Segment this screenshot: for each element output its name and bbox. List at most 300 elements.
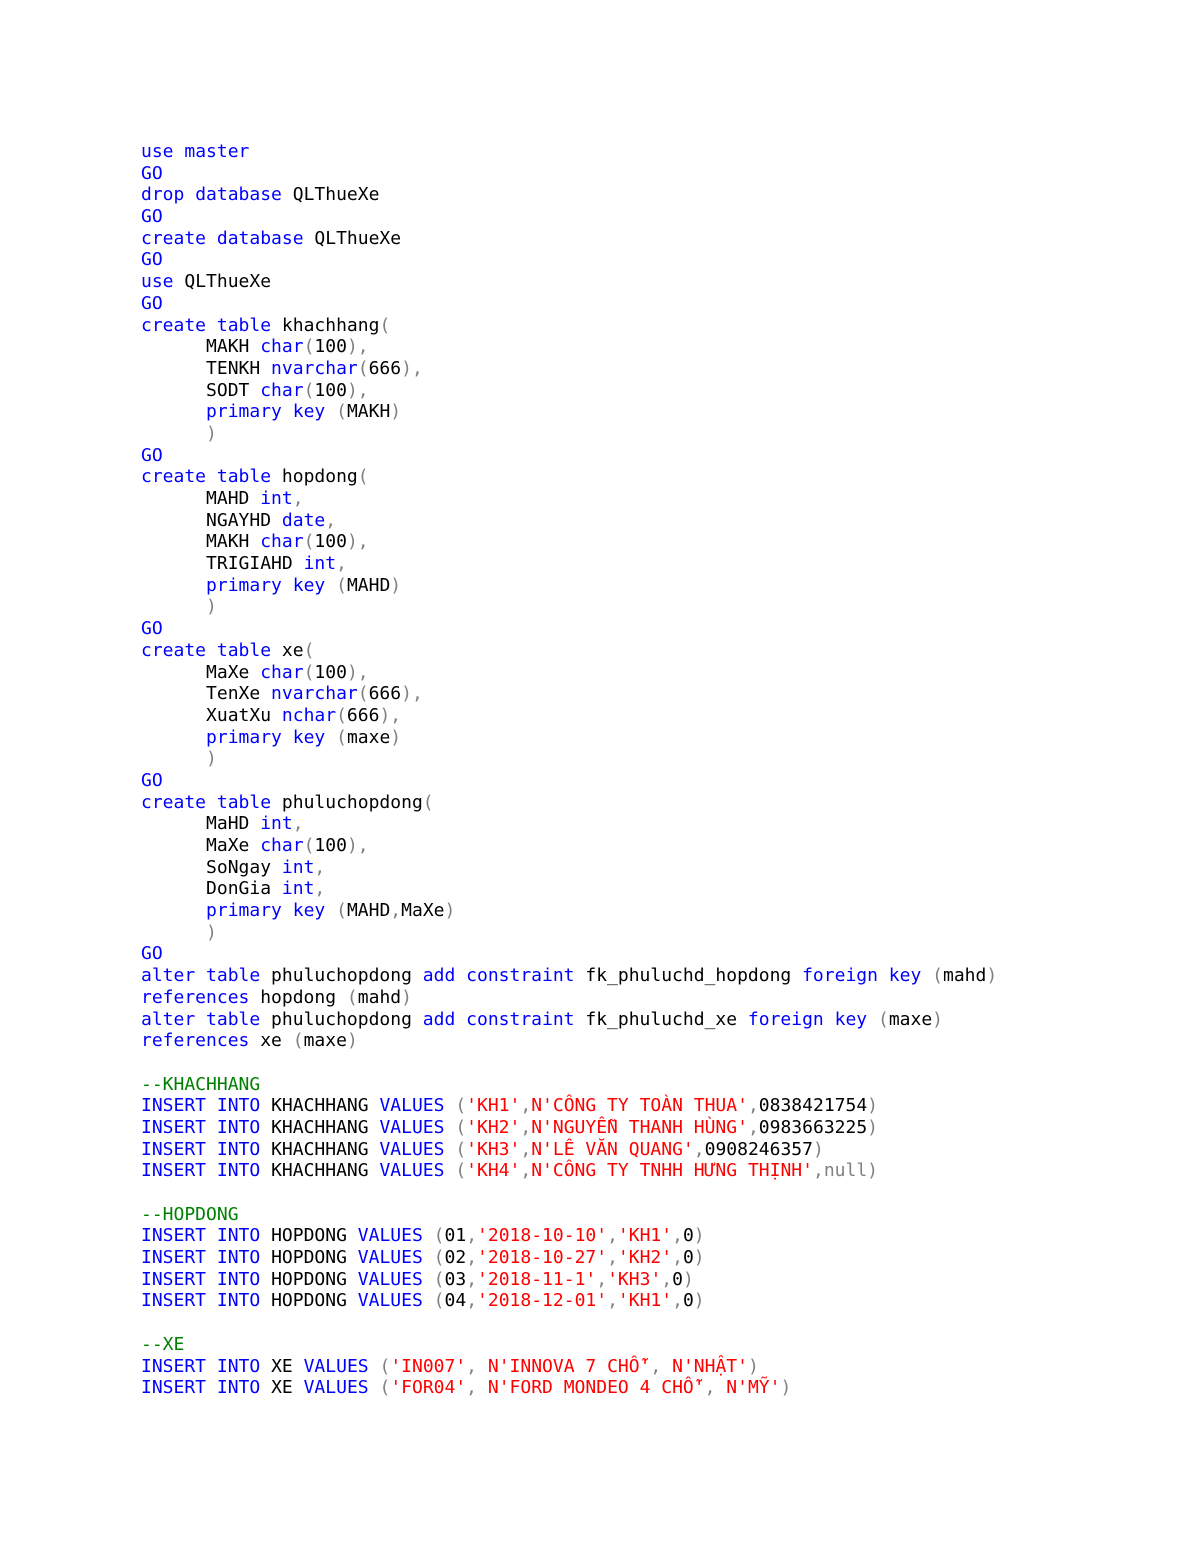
code-token-plain (369, 1356, 380, 1377)
code-token-str: N'CÔNG TY TOÀN THUA' (531, 1095, 748, 1117)
code-token-plain: 100 (314, 336, 347, 358)
code-token-kw: int (281, 878, 315, 900)
code-token-plain (206, 792, 217, 813)
code-token-plain (423, 1225, 434, 1246)
code-line (141, 1269, 1181, 1291)
code-token-str: 'KH2' (466, 1116, 521, 1138)
code-token-plain: MAHD (346, 900, 391, 922)
code-token-punct: , (314, 856, 326, 878)
code-token-kw: create (141, 639, 207, 661)
code-line (141, 206, 1181, 228)
code-token-plain: 0908246357 (704, 1138, 813, 1160)
code-token-plain (195, 1009, 206, 1030)
code-token-kw: VALUES (357, 1290, 423, 1312)
code-token-plain (878, 965, 889, 986)
code-token-plain (282, 900, 293, 921)
code-token-plain: KHACHHANG (260, 1160, 380, 1182)
code-line (141, 748, 1181, 770)
code-token-punct: ( (379, 1355, 391, 1377)
code-token-plain (423, 1247, 434, 1268)
code-token-kw: VALUES (379, 1116, 445, 1138)
code-line (141, 380, 1181, 402)
code-token-punct: ) (206, 921, 217, 943)
code-token-plain (369, 1377, 380, 1398)
code-token-kw: key (292, 900, 326, 922)
code-token-plain: MaXe (141, 835, 261, 856)
code-token-kw: INTO (216, 1268, 261, 1290)
code-token-kw: INSERT (141, 1225, 207, 1247)
code-line (141, 900, 1181, 922)
code-token-kw: INTO (216, 1290, 261, 1312)
code-token-punct: ( (379, 314, 391, 336)
code-line (141, 1225, 1181, 1247)
code-token-plain: xe (271, 639, 304, 661)
code-token-punct: ( (433, 1290, 445, 1312)
code-token-plain: MAKH (346, 401, 391, 423)
code-token-punct: ) (401, 986, 412, 1008)
code-token-plain (444, 1095, 455, 1116)
code-token-plain: QLThueXe (173, 271, 272, 293)
code-token-plain (206, 1139, 217, 1160)
code-line (141, 445, 1181, 467)
code-token-kw: char (260, 531, 304, 553)
code-token-kw: add (422, 965, 456, 987)
code-token-kw: INTO (216, 1377, 261, 1399)
code-token-punct: ) (390, 401, 402, 423)
code-token-punct: , (520, 1138, 532, 1160)
code-token-punct: ( (336, 574, 347, 596)
code-token-plain: 666 (368, 357, 402, 379)
code-token-plain: MaXe (141, 661, 261, 683)
code-token-punct: ) (867, 1116, 879, 1138)
code-token-punct: ( (455, 1116, 467, 1138)
code-token-str: N'MỸ' (726, 1377, 781, 1399)
code-token-plain: 01 (444, 1225, 467, 1247)
code-token-plain: maxe (888, 1008, 933, 1030)
code-line (141, 184, 1181, 206)
code-token-kw: create (141, 466, 207, 488)
code-line (141, 662, 1181, 684)
code-line (141, 141, 1181, 163)
code-line (141, 1009, 1181, 1031)
code-token-plain: maxe (303, 1030, 347, 1052)
code-token-kw: key (292, 574, 326, 596)
code-token-plain (206, 228, 217, 249)
code-token-kw: database (195, 184, 282, 206)
code-token-kw: GO (141, 769, 163, 791)
code-token-kw: foreign (747, 1008, 824, 1030)
code-token-kw: INTO (216, 1247, 261, 1269)
code-token-plain: 0 (672, 1268, 683, 1290)
code-token-plain (477, 1356, 488, 1377)
code-token-plain: MAHD (346, 574, 391, 596)
code-token-kw: INSERT (141, 1160, 207, 1182)
code-token-kw: alter (141, 1008, 196, 1030)
code-line (141, 1052, 1181, 1074)
code-token-punct: ( (877, 1008, 889, 1030)
code-token-punct: , (292, 488, 304, 509)
code-token-plain: khachhang (271, 314, 380, 336)
code-token-comment: --KHACHHANG (141, 1073, 261, 1095)
code-token-punct: , (650, 1355, 662, 1377)
code-token-punct: , (596, 1268, 608, 1290)
code-token-punct: , (812, 1160, 824, 1182)
code-token-plain (141, 900, 206, 921)
code-line (141, 987, 1181, 1009)
code-token-str: N'INNOVA 7 CHỖ' (487, 1355, 651, 1377)
code-token-punct: ( (455, 1138, 467, 1160)
code-line (141, 1182, 1181, 1204)
code-token-plain: hopdong (271, 466, 358, 488)
code-token-kw: create (141, 227, 207, 249)
code-token-kw: primary (206, 401, 282, 423)
code-token-punct: , (520, 1116, 532, 1138)
code-token-plain: KHACHHANG (260, 1116, 380, 1138)
code-line (141, 315, 1181, 337)
code-line (141, 965, 1181, 987)
code-token-kw: GO (141, 292, 163, 314)
code-token-kw: nvarchar (271, 683, 358, 705)
code-token-plain (423, 1269, 434, 1290)
code-token-plain: 0838421754 (758, 1095, 868, 1117)
code-line (141, 293, 1181, 315)
code-token-plain: 0983663225 (758, 1116, 868, 1138)
code-token-plain: MAKH (141, 531, 261, 553)
code-token-plain (477, 1377, 488, 1398)
code-token-kw: key (292, 401, 326, 423)
code-token-punct: ), (401, 683, 423, 705)
code-token-plain: mahd (357, 986, 402, 1008)
code-token-plain (325, 727, 336, 748)
code-token-punct: ), (346, 531, 369, 553)
code-token-plain (206, 1095, 217, 1116)
code-token-punct: ( (303, 379, 315, 401)
code-line (141, 596, 1181, 618)
code-token-plain (444, 1139, 455, 1160)
code-line (141, 228, 1181, 250)
code-token-kw: primary (206, 574, 282, 596)
code-line (141, 683, 1181, 705)
code-token-plain: 100 (314, 531, 347, 553)
code-token-plain (141, 401, 206, 422)
code-token-plain: TRIGIAHD (141, 553, 304, 575)
code-token-punct: , (314, 878, 326, 900)
code-token-punct: , (607, 1290, 618, 1312)
code-token-plain: 0 (682, 1290, 694, 1312)
code-token-kw: create (141, 314, 207, 336)
code-token-punct: ( (303, 639, 315, 661)
code-token-plain (455, 965, 466, 986)
code-token-punct: ( (433, 1247, 445, 1269)
code-token-kw: GO (141, 618, 163, 640)
code-line (141, 922, 1181, 944)
code-token-plain (867, 1009, 878, 1030)
code-token-plain (141, 423, 206, 444)
code-token-kw: table (216, 466, 272, 488)
code-token-punct: ) (747, 1355, 759, 1377)
code-token-plain (206, 1160, 217, 1181)
code-token-punct: ( (379, 1377, 391, 1399)
code-line (141, 575, 1181, 597)
code-token-str: 'IN007' (390, 1355, 467, 1377)
code-token-kw: INTO (216, 1138, 261, 1160)
code-line (141, 531, 1181, 553)
code-token-punct: , (466, 1377, 478, 1399)
code-token-plain (921, 965, 932, 986)
code-token-punct: ( (357, 683, 369, 705)
code-token-kw: table (216, 791, 272, 813)
code-token-plain (195, 965, 206, 986)
code-token-punct: ) (390, 574, 402, 596)
code-token-str: '2018-11-1' (477, 1268, 597, 1290)
code-token-kw: INTO (216, 1116, 261, 1138)
code-line (141, 1204, 1181, 1226)
code-token-plain (206, 466, 217, 487)
code-token-str: N'CÔNG TY TNHH HƯNG THỊNH' (531, 1160, 813, 1182)
code-token-plain (206, 1117, 217, 1138)
code-token-punct: ) (780, 1377, 792, 1399)
code-token-plain (206, 315, 217, 336)
code-token-plain (715, 1377, 726, 1398)
code-token-str: N'NHẬT' (672, 1355, 748, 1377)
code-token-punct: ( (292, 1030, 304, 1052)
code-token-str: N'NGUYỄN THANH HÙNG' (531, 1116, 748, 1138)
code-line (141, 1030, 1181, 1052)
code-token-punct: ) (693, 1290, 705, 1312)
code-token-comment: --HOPDONG (141, 1203, 239, 1225)
code-token-kw: foreign (802, 965, 878, 987)
code-token-punct: , (390, 900, 402, 922)
code-token-punct: , (607, 1225, 618, 1247)
code-line (141, 249, 1181, 271)
code-token-punct: ( (433, 1268, 445, 1290)
code-token-plain (206, 640, 217, 661)
code-token-kw: primary (206, 726, 282, 748)
code-token-punct: ) (932, 1008, 944, 1030)
code-token-plain: phuluchopdong (271, 791, 423, 813)
code-token-punct: ) (693, 1225, 705, 1247)
code-token-kw: primary (206, 900, 282, 922)
code-token-punct: ) (693, 1247, 705, 1269)
code-token-punct: , (747, 1116, 759, 1138)
code-token-str: '2018-10-10' (477, 1225, 608, 1247)
code-token-plain: HOPDONG (260, 1247, 358, 1269)
code-token-plain (174, 141, 185, 162)
code-token-plain: phuluchopdong (260, 1008, 423, 1030)
code-line (141, 813, 1181, 835)
code-token-str: 'KH3' (466, 1138, 521, 1160)
code-token-kw: constraint (466, 1008, 575, 1030)
code-token-kw: VALUES (379, 1095, 445, 1117)
code-token-punct: ( (336, 900, 347, 922)
code-token-punct: , (672, 1225, 683, 1247)
code-token-punct: , (661, 1268, 673, 1290)
code-token-punct: ) (346, 1030, 358, 1052)
code-line (141, 943, 1181, 965)
code-token-kw: alter (141, 965, 196, 987)
code-token-kw: table (216, 314, 272, 336)
code-token-plain (206, 1225, 217, 1246)
code-line (141, 1356, 1181, 1378)
code-line (141, 727, 1181, 749)
code-token-kw: nchar (281, 704, 337, 726)
code-token-kw: VALUES (379, 1160, 445, 1182)
code-token-str: '2018-10-27' (477, 1247, 608, 1269)
code-token-plain (184, 184, 195, 205)
code-token-plain: XE (260, 1355, 304, 1377)
code-token-plain (141, 727, 206, 748)
code-token-plain: 0 (682, 1225, 694, 1247)
code-token-str: N'FORD MONDEO 4 CHỖ' (487, 1377, 705, 1399)
sql-code-block (141, 141, 1181, 1441)
code-line (141, 358, 1181, 380)
code-line (141, 1290, 1181, 1312)
code-token-plain: 04 (444, 1290, 467, 1312)
code-token-kw: int (281, 856, 315, 878)
code-token-punct: ) (206, 422, 217, 444)
code-token-plain: hopdong (249, 986, 347, 1008)
code-token-kw: INSERT (141, 1116, 207, 1138)
code-token-kw: INSERT (141, 1247, 207, 1269)
code-token-punct: ( (357, 466, 369, 488)
code-token-kw: table (206, 1008, 261, 1030)
code-line (141, 466, 1181, 488)
code-token-plain: TENKH (141, 357, 272, 379)
code-token-plain: maxe (346, 726, 391, 748)
code-token-punct: , (466, 1355, 478, 1377)
code-token-kw: VALUES (303, 1377, 369, 1399)
code-token-kw: INSERT (141, 1095, 207, 1117)
code-token-plain (444, 1160, 455, 1181)
code-token-plain (282, 727, 293, 748)
code-token-punct: ( (336, 704, 347, 726)
code-line (141, 792, 1181, 814)
code-token-plain: QLThueXe (303, 227, 402, 249)
code-token-punct: , (672, 1290, 683, 1312)
code-token-kw: constraint (466, 965, 575, 987)
code-line (141, 770, 1181, 792)
code-token-kw: add (422, 1008, 456, 1030)
code-token-plain (141, 575, 206, 596)
code-token-plain (282, 575, 293, 596)
code-line (141, 1377, 1181, 1399)
code-token-plain: 0 (682, 1247, 694, 1269)
code-token-kw: VALUES (357, 1247, 423, 1269)
code-token-plain: 02 (444, 1247, 467, 1269)
code-token-punct: ( (357, 357, 369, 379)
code-token-plain: KHACHHANG (260, 1095, 380, 1117)
code-token-punct: ) (812, 1138, 824, 1160)
code-token-plain (141, 922, 206, 943)
code-token-plain: MaXe (401, 900, 445, 922)
code-token-kw: VALUES (357, 1268, 423, 1290)
code-token-kw: references (141, 1030, 250, 1052)
code-line (141, 401, 1181, 423)
code-token-punct: ( (303, 336, 315, 358)
code-token-plain: DonGia (141, 878, 282, 900)
code-token-kw: INTO (216, 1160, 261, 1182)
code-token-plain: SoNgay (141, 856, 282, 878)
code-token-punct: ) (867, 1095, 879, 1117)
code-line (141, 878, 1181, 900)
code-line (141, 553, 1181, 575)
code-token-kw: use (141, 271, 174, 293)
code-token-plain (206, 1247, 217, 1268)
code-token-str: 'KH3' (607, 1268, 662, 1290)
code-token-kw: char (260, 336, 304, 358)
code-token-kw: key (834, 1008, 868, 1030)
code-token-punct: null (823, 1160, 868, 1182)
code-token-punct: ), (346, 835, 369, 856)
code-token-punct: ( (433, 1225, 445, 1247)
code-token-punct: ) (390, 726, 402, 748)
code-token-kw: table (216, 639, 272, 661)
code-token-punct: ), (346, 379, 369, 401)
code-token-kw: GO (141, 943, 163, 965)
code-token-punct: ), (346, 661, 369, 683)
code-token-str: 'KH2' (617, 1247, 673, 1269)
code-token-punct: ), (379, 704, 402, 726)
code-token-plain (824, 1009, 835, 1030)
code-token-str: 'KH4' (466, 1160, 521, 1182)
code-token-plain (325, 575, 336, 596)
code-token-plain (206, 1356, 217, 1377)
code-token-plain: MAKH (141, 336, 261, 358)
code-line (141, 271, 1181, 293)
code-token-punct: ) (444, 900, 456, 922)
code-token-punct: ( (455, 1160, 467, 1182)
code-token-plain: QLThueXe (281, 184, 380, 206)
code-token-punct: , (607, 1247, 618, 1269)
code-token-kw: references (141, 986, 250, 1008)
code-token-plain (206, 1377, 217, 1398)
code-token-kw: int (260, 813, 293, 835)
code-token-punct: , (325, 509, 337, 531)
code-token-kw: GO (141, 249, 163, 271)
code-token-kw: INSERT (141, 1377, 207, 1399)
code-token-kw: int (303, 553, 337, 575)
code-token-plain: XuatXu (141, 704, 282, 726)
code-token-punct: ) (986, 965, 998, 987)
code-line (141, 1074, 1181, 1096)
code-line (141, 488, 1181, 510)
code-line (141, 423, 1181, 445)
code-token-punct: , (466, 1290, 478, 1312)
code-token-kw: drop (141, 184, 185, 206)
code-token-kw: key (292, 726, 326, 748)
code-line (141, 857, 1181, 879)
code-token-kw: GO (141, 444, 163, 466)
code-token-plain: NGAYHD (141, 509, 282, 531)
code-token-kw: GO (141, 206, 163, 228)
code-token-plain: MAHD (141, 488, 261, 509)
code-token-plain: 03 (444, 1268, 467, 1290)
code-token-punct: , (672, 1247, 683, 1269)
code-token-plain: MaHD (141, 813, 261, 835)
code-token-plain: SODT (141, 379, 261, 401)
code-token-str: 'KH1' (466, 1095, 521, 1117)
code-token-plain (282, 401, 293, 422)
code-token-str: '2018-12-01' (477, 1290, 608, 1312)
code-token-plain: 100 (314, 835, 347, 856)
code-token-kw: VALUES (357, 1225, 423, 1247)
code-token-kw: INTO (216, 1355, 261, 1377)
code-line (141, 1247, 1181, 1269)
code-token-punct: ( (455, 1095, 467, 1117)
code-token-punct: , (704, 1377, 716, 1399)
code-token-kw: int (260, 488, 293, 509)
code-token-punct: ( (932, 965, 943, 987)
